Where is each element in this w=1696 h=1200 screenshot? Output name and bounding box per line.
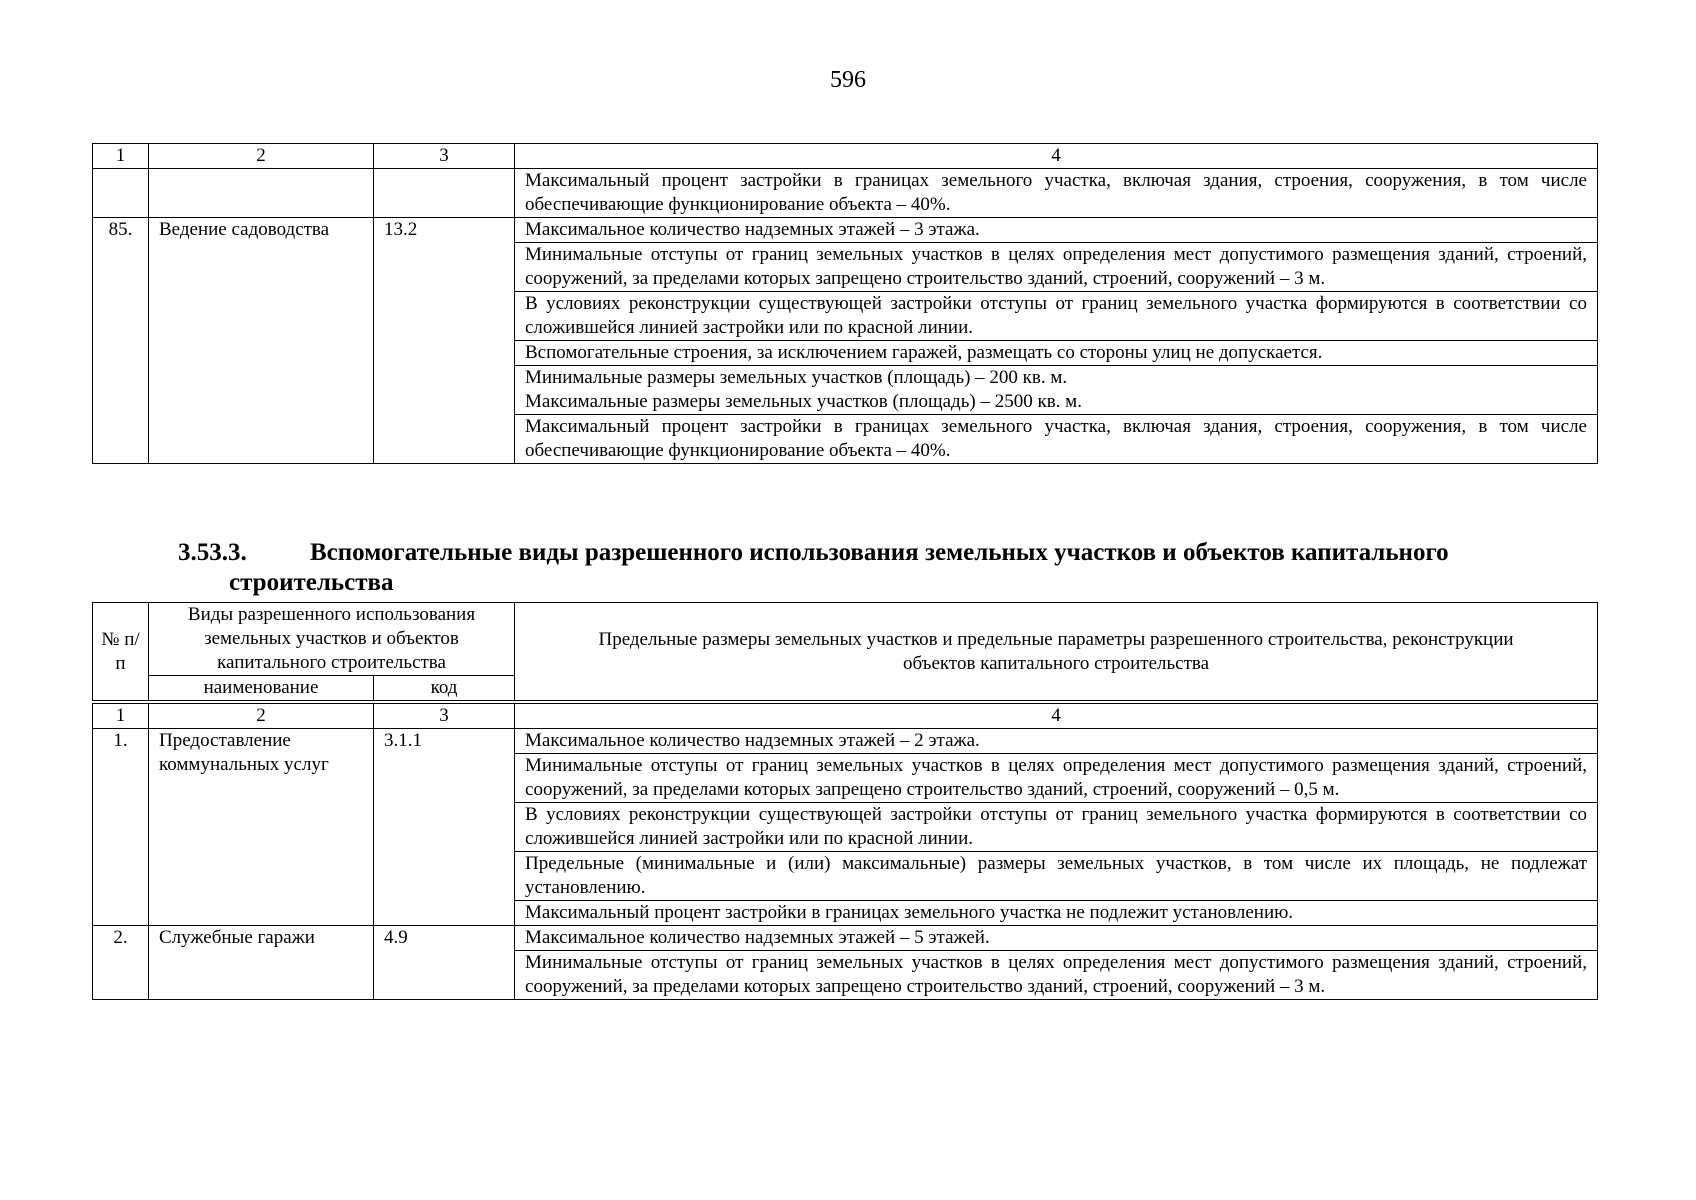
parameter-text: Минимальные отступы от границ земельных участков в целях определения мест допустимого размещения зданий, строений, сооружений, за пределами которых запрещено строительство зданий, строений, сооружений – 3 м. [515, 951, 1598, 1000]
parameter-text: В условиях реконструкции существующей застройки отступы от границ земельного участка формируются в соответствии со сложившейся линией застройки или по красной линии. [515, 803, 1598, 852]
parameter-text: В условиях реконструкции существующей застройки отступы от границ земельного участка формируются в соответствии со сложившейся линией застройки или по красной линии. [515, 292, 1598, 341]
use-name [149, 169, 374, 218]
use-code [374, 169, 515, 218]
use-code: 4.9 [374, 926, 515, 1000]
use-name: Предоставление коммунальных услуг [149, 729, 374, 926]
auxiliary-uses-table [92, 602, 1598, 1000]
use-name: Служебные гаражи [149, 926, 374, 1000]
header-code: код [374, 676, 515, 703]
parameter-text: Максимальный процент застройки в границах земельного участка, включая здания, строения, сооружения, в том числе обеспечивающие функционирование объекта – 40%. [515, 169, 1598, 218]
parameter-text: Предельные (минимальные и (или) максимальные) размеры земельных участков, в том числе их площадь, не подлежат установлению. [515, 852, 1598, 901]
use-code: 3.1.1 [374, 729, 515, 926]
column-number: 2 [149, 702, 374, 729]
column-number: 4 [515, 702, 1598, 729]
section-title-line2: строительства [229, 569, 394, 596]
zoning-table-continuation-body [93, 144, 1598, 464]
column-number: 2 [149, 144, 374, 169]
auxiliary-uses-table-body [93, 603, 1598, 1000]
header-kinds: Виды разрешенного использования земельных участков и объектов капитального строительства [149, 603, 515, 676]
parameter-text: Максимальный процент застройки в границах земельного участка, включая здания, строения, сооружения, в том числе обеспечивающие функционирование объекта – 40%. [515, 415, 1598, 464]
zoning-table-continuation [92, 143, 1598, 464]
section-number: 3.53.3. [178, 539, 247, 566]
section-heading [178, 538, 1618, 598]
column-number: 1 [93, 144, 149, 169]
header-row [93, 603, 1598, 676]
parameter-text: Минимальные отступы от границ земельных участков в целях определения мест допустимого размещения зданий, строений, сооружений, за пределами которых запрещено строительство зданий, строений, сооружений – 0,5 м. [515, 754, 1598, 803]
column-number: 3 [374, 702, 515, 729]
header-name: наименование [149, 676, 374, 703]
use-code: 13.2 [374, 218, 515, 464]
row-number: 1. [93, 729, 149, 926]
column-number: 3 [374, 144, 515, 169]
parameter-text: Вспомогательные строения, за исключением гаражей, размещать со стороны улиц не допускается. [515, 341, 1598, 366]
column-number-row [93, 144, 1598, 169]
parameter-text: Максимальное количество надземных этажей – 3 этажа. [515, 218, 1598, 243]
table-row [93, 729, 1598, 754]
column-number-row [93, 702, 1598, 729]
header-number: № п/п [93, 603, 149, 703]
page-number: 596 [830, 67, 866, 93]
row-number: 2. [93, 926, 149, 1000]
parameter-text: Максимальное количество надземных этажей – 5 этажей. [515, 926, 1598, 951]
use-name: Ведение садоводства [149, 218, 374, 464]
header-params: Предельные размеры земельных участков и предельные параметры разрешенного строительства, реконструкции объектов капитального строительства [515, 603, 1598, 703]
parameter-text: Максимальный процент застройки в границах земельного участка не подлежит установлению. [515, 901, 1598, 926]
row-number [93, 169, 149, 218]
parameter-text: Максимальное количество надземных этажей – 2 этажа. [515, 729, 1598, 754]
table-row [93, 218, 1598, 243]
parameter-line: Максимальные размеры земельных участков (площадь) – 2500 кв. м. [525, 391, 1082, 412]
section-title-line1: Вспомогательные виды разрешенного использования земельных участков и объектов капитального [310, 539, 1449, 566]
parameter-text-multiline [515, 366, 1598, 415]
table-row [93, 926, 1598, 951]
parameter-line: Минимальные размеры земельных участков (площадь) – 200 кв. м. [525, 367, 1068, 388]
row-number: 85. [93, 218, 149, 464]
column-number: 4 [515, 144, 1598, 169]
parameter-text: Минимальные отступы от границ земельных участков в целях определения мест допустимого размещения зданий, строений, сооружений, за пределами которых запрещено строительство зданий, строений, сооружений – 3 м. [515, 243, 1598, 292]
table-row [93, 169, 1598, 218]
column-number: 1 [93, 702, 149, 729]
